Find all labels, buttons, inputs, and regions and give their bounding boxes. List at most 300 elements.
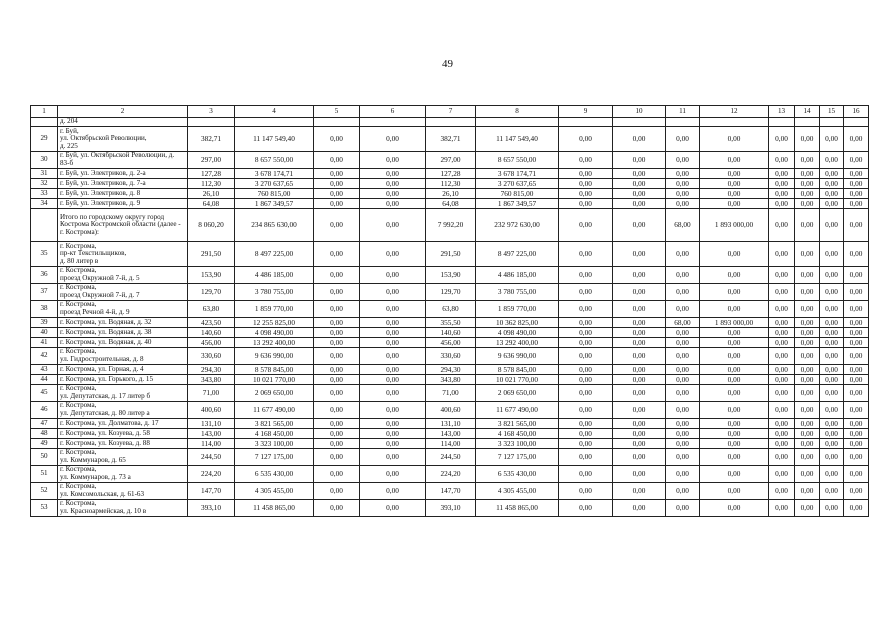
address-cell: г. Буй, ул. Октябрьской Революции, д. 225 — [58, 127, 188, 152]
column-header: 9 — [559, 106, 613, 118]
row-number-cell — [31, 209, 58, 242]
table-row — [31, 419, 869, 429]
column-header: 10 — [613, 106, 666, 118]
address-cell: г. Кострома, ул. Коммунаров, д. 73 а — [58, 466, 188, 483]
value-cell: 0,00 — [613, 169, 666, 179]
table-row — [31, 267, 869, 284]
value-cell: 0,00 — [795, 449, 820, 466]
value-cell: 291,50 — [426, 242, 476, 267]
value-cell: 153,90 — [426, 267, 476, 284]
value-cell: 297,00 — [426, 152, 476, 169]
value-cell: 0,00 — [700, 375, 769, 385]
address-cell: г. Буй, ул. Электриков, д. 2-а — [58, 169, 188, 179]
table-row — [31, 284, 869, 301]
row-number-cell: 48 — [31, 429, 58, 439]
value-cell: 0,00 — [844, 318, 869, 328]
value-cell: 0,00 — [769, 152, 795, 169]
table-row — [31, 152, 869, 169]
value-cell: 0,00 — [666, 328, 700, 338]
value-cell: 0,00 — [559, 449, 613, 466]
value-cell: 9 636 990,00 — [235, 348, 314, 365]
value-cell: 0,00 — [360, 328, 426, 338]
value-cell: 0,00 — [314, 483, 360, 500]
value-cell: 0,00 — [360, 439, 426, 449]
value-cell: 0,00 — [314, 375, 360, 385]
value-cell: 0,00 — [769, 189, 795, 199]
value-cell: 0,00 — [613, 209, 666, 242]
value-cell: 297,00 — [188, 152, 235, 169]
value-cell: 131,10 — [426, 419, 476, 429]
value-cell: 112,30 — [426, 179, 476, 189]
value-cell: 0,00 — [360, 375, 426, 385]
value-cell: 0,00 — [795, 328, 820, 338]
row-number-cell: 44 — [31, 375, 58, 385]
value-cell: 0,00 — [820, 385, 844, 402]
value-cell: 127,28 — [426, 169, 476, 179]
value-cell: 9 636 990,00 — [476, 348, 559, 365]
value-cell: 8 497 225,00 — [235, 242, 314, 267]
value-cell: 1 893 000,00 — [700, 209, 769, 242]
column-header: 3 — [188, 106, 235, 118]
value-cell: 0,00 — [559, 500, 613, 517]
value-cell: 143,00 — [188, 429, 235, 439]
value-cell: 68,00 — [666, 318, 700, 328]
row-number-cell: 34 — [31, 199, 58, 209]
value-cell: 0,00 — [613, 483, 666, 500]
address-cell: г. Кострома, ул. Красноармейская, д. 10 в — [58, 500, 188, 517]
value-cell: 0,00 — [613, 385, 666, 402]
value-cell: 0,00 — [360, 429, 426, 439]
row-number-cell: 43 — [31, 365, 58, 375]
row-number-cell: 29 — [31, 127, 58, 152]
value-cell: 0,00 — [314, 429, 360, 439]
address-cell: г. Кострома, ул. Депутатская, д. 17 литер б — [58, 385, 188, 402]
value-cell: 0,00 — [769, 179, 795, 189]
value-cell: 0,00 — [769, 328, 795, 338]
value-cell: 0,00 — [666, 375, 700, 385]
value-cell: 4 486 185,00 — [476, 267, 559, 284]
value-cell: 0,00 — [360, 348, 426, 365]
value-cell: 0,00 — [559, 348, 613, 365]
value-cell: 0,00 — [844, 365, 869, 375]
value-cell: 0,00 — [844, 449, 869, 466]
column-header: 2 — [58, 106, 188, 118]
value-cell: 0,00 — [559, 242, 613, 267]
value-cell: 423,50 — [188, 318, 235, 328]
value-cell: 330,60 — [426, 348, 476, 365]
value-cell: 0,00 — [769, 419, 795, 429]
value-cell: 0,00 — [844, 466, 869, 483]
value-cell: 147,70 — [426, 483, 476, 500]
value-cell: 0,00 — [769, 242, 795, 267]
value-cell: 0,00 — [666, 365, 700, 375]
value-cell: 456,00 — [188, 338, 235, 348]
value-cell: 0,00 — [559, 402, 613, 419]
column-header: 14 — [795, 106, 820, 118]
table-row — [31, 402, 869, 419]
value-cell: 3 270 637,65 — [476, 179, 559, 189]
value-cell: 0,00 — [666, 199, 700, 209]
column-header: 8 — [476, 106, 559, 118]
value-cell: 0,00 — [820, 209, 844, 242]
value-cell: 400,60 — [188, 402, 235, 419]
value-cell: 0,00 — [314, 439, 360, 449]
value-cell: 0,00 — [613, 402, 666, 419]
table-body — [31, 106, 869, 517]
value-cell: 0,00 — [314, 301, 360, 318]
value-cell: 0,00 — [700, 152, 769, 169]
value-cell: 11 677 490,00 — [476, 402, 559, 419]
value-cell: 393,10 — [426, 500, 476, 517]
value-cell — [476, 118, 559, 127]
value-cell: 0,00 — [795, 483, 820, 500]
value-cell: 0,00 — [795, 365, 820, 375]
address-cell: г. Кострома, проезд Окружной 7-й, д. 7 — [58, 284, 188, 301]
row-number-cell — [31, 118, 58, 127]
value-cell: 0,00 — [820, 439, 844, 449]
value-cell: 0,00 — [360, 127, 426, 152]
address-cell: г. Буй, ул. Электриков, д. 8 — [58, 189, 188, 199]
value-cell: 0,00 — [559, 267, 613, 284]
value-cell: 0,00 — [795, 179, 820, 189]
row-number-cell: 31 — [31, 169, 58, 179]
value-cell: 7 127 175,00 — [235, 449, 314, 466]
column-header: 1 — [31, 106, 58, 118]
value-cell: 0,00 — [700, 365, 769, 375]
value-cell: 456,00 — [426, 338, 476, 348]
row-number-cell: 38 — [31, 301, 58, 318]
value-cell: 3 678 174,71 — [235, 169, 314, 179]
table-row — [31, 328, 869, 338]
value-cell: 1 867 349,57 — [476, 199, 559, 209]
row-number-cell: 45 — [31, 385, 58, 402]
value-cell: 0,00 — [844, 500, 869, 517]
value-cell: 0,00 — [559, 199, 613, 209]
value-cell: 0,00 — [795, 338, 820, 348]
value-cell: 0,00 — [559, 301, 613, 318]
value-cell: 0,00 — [613, 365, 666, 375]
value-cell: 4 098 490,00 — [476, 328, 559, 338]
value-cell: 0,00 — [795, 429, 820, 439]
address-cell: г. Кострома, ул. Долматова, д. 17 — [58, 419, 188, 429]
value-cell: 3 270 637,65 — [235, 179, 314, 189]
value-cell: 0,00 — [314, 169, 360, 179]
value-cell: 0,00 — [700, 301, 769, 318]
value-cell: 0,00 — [820, 242, 844, 267]
value-cell: 0,00 — [360, 284, 426, 301]
value-cell: 0,00 — [769, 429, 795, 439]
value-cell: 11 458 865,00 — [476, 500, 559, 517]
value-cell: 0,00 — [613, 318, 666, 328]
value-cell: 0,00 — [769, 338, 795, 348]
value-cell: 0,00 — [314, 199, 360, 209]
row-number-cell: 33 — [31, 189, 58, 199]
table-row — [31, 199, 869, 209]
address-cell: г. Кострома, ул. Водяная, д. 38 — [58, 328, 188, 338]
value-cell: 0,00 — [700, 449, 769, 466]
value-cell: 0,00 — [820, 328, 844, 338]
value-cell: 0,00 — [559, 328, 613, 338]
value-cell: 0,00 — [613, 328, 666, 338]
table-row — [31, 301, 869, 318]
page-number: 49 — [442, 58, 453, 70]
value-cell: 10 021 770,00 — [235, 375, 314, 385]
value-cell: 0,00 — [820, 199, 844, 209]
value-cell: 0,00 — [360, 301, 426, 318]
value-cell: 0,00 — [700, 483, 769, 500]
row-number-cell: 50 — [31, 449, 58, 466]
value-cell: 0,00 — [559, 318, 613, 328]
value-cell: 0,00 — [613, 189, 666, 199]
address-cell: г. Кострома, ул. Водяная, д. 40 — [58, 338, 188, 348]
value-cell — [559, 118, 613, 127]
value-cell: 0,00 — [844, 375, 869, 385]
value-cell: 0,00 — [700, 169, 769, 179]
value-cell: 0,00 — [666, 483, 700, 500]
value-cell: 0,00 — [314, 152, 360, 169]
value-cell: 0,00 — [769, 375, 795, 385]
value-cell: 0,00 — [360, 318, 426, 328]
value-cell: 0,00 — [559, 375, 613, 385]
row-number-cell: 41 — [31, 338, 58, 348]
value-cell: 0,00 — [700, 466, 769, 483]
value-cell: 0,00 — [769, 385, 795, 402]
table-row — [31, 429, 869, 439]
value-cell: 0,00 — [700, 402, 769, 419]
value-cell: 0,00 — [795, 348, 820, 365]
value-cell: 0,00 — [844, 419, 869, 429]
table-row — [31, 449, 869, 466]
value-cell — [188, 118, 235, 127]
value-cell: 0,00 — [820, 348, 844, 365]
value-cell — [666, 118, 700, 127]
row-number-cell: 36 — [31, 267, 58, 284]
value-cell: 11 677 490,00 — [235, 402, 314, 419]
value-cell: 393,10 — [188, 500, 235, 517]
value-cell: 0,00 — [820, 127, 844, 152]
value-cell: 355,50 — [426, 318, 476, 328]
value-cell: 26,10 — [426, 189, 476, 199]
value-cell: 0,00 — [820, 483, 844, 500]
value-cell: 760 815,00 — [476, 189, 559, 199]
table-row — [31, 209, 869, 242]
value-cell: 0,00 — [769, 365, 795, 375]
value-cell: 0,00 — [820, 267, 844, 284]
value-cell: 0,00 — [844, 348, 869, 365]
value-cell: 224,20 — [426, 466, 476, 483]
address-cell: г. Кострома, ул. Комсомольская, д. 61-63 — [58, 483, 188, 500]
value-cell: 0,00 — [700, 348, 769, 365]
value-cell: 0,00 — [700, 439, 769, 449]
value-cell: 0,00 — [820, 466, 844, 483]
value-cell: 4 486 185,00 — [235, 267, 314, 284]
address-cell: г. Кострома, ул. Горького, д. 15 — [58, 375, 188, 385]
value-cell: 330,60 — [188, 348, 235, 365]
value-cell: 0,00 — [769, 439, 795, 449]
value-cell: 0,00 — [769, 500, 795, 517]
value-cell: 0,00 — [559, 429, 613, 439]
value-cell: 0,00 — [559, 439, 613, 449]
value-cell: 4 098 490,00 — [235, 328, 314, 338]
address-cell: г. Буй, ул. Октябрьской Революции, д. 83-б — [58, 152, 188, 169]
value-cell: 0,00 — [559, 365, 613, 375]
value-cell: 0,00 — [314, 419, 360, 429]
value-cell: 0,00 — [844, 189, 869, 199]
value-cell: 0,00 — [613, 419, 666, 429]
value-cell: 382,71 — [188, 127, 235, 152]
value-cell: 0,00 — [820, 152, 844, 169]
value-cell: 0,00 — [700, 284, 769, 301]
value-cell: 0,00 — [844, 483, 869, 500]
value-cell: 0,00 — [820, 301, 844, 318]
value-cell: 2 069 650,00 — [476, 385, 559, 402]
value-cell: 0,00 — [360, 365, 426, 375]
value-cell: 0,00 — [314, 348, 360, 365]
value-cell: 400,60 — [426, 402, 476, 419]
value-cell: 0,00 — [769, 284, 795, 301]
address-cell: г. Кострома, ул. Водяная, д. 32 — [58, 318, 188, 328]
value-cell: 112,30 — [188, 179, 235, 189]
row-number-cell: 51 — [31, 466, 58, 483]
value-cell: 0,00 — [360, 500, 426, 517]
row-number-cell: 35 — [31, 242, 58, 267]
value-cell: 0,00 — [795, 189, 820, 199]
value-cell: 244,50 — [188, 449, 235, 466]
value-cell: 0,00 — [360, 449, 426, 466]
value-cell: 0,00 — [700, 429, 769, 439]
value-cell: 4 168 450,00 — [476, 429, 559, 439]
value-cell: 0,00 — [795, 152, 820, 169]
column-header: 5 — [314, 106, 360, 118]
table-row — [31, 365, 869, 375]
value-cell — [360, 118, 426, 127]
value-cell: 0,00 — [769, 402, 795, 419]
value-cell: 0,00 — [769, 127, 795, 152]
value-cell: 0,00 — [795, 385, 820, 402]
value-cell: 0,00 — [613, 348, 666, 365]
value-cell: 0,00 — [795, 242, 820, 267]
value-cell: 147,70 — [188, 483, 235, 500]
address-cell: г. Кострома, ул. Козуева, д. 88 — [58, 439, 188, 449]
address-cell: г. Кострома, ул. Депутатская, д. 80 литер а — [58, 402, 188, 419]
table-row — [31, 169, 869, 179]
value-cell: 0,00 — [820, 179, 844, 189]
value-cell — [426, 118, 476, 127]
value-cell: 0,00 — [613, 338, 666, 348]
value-cell: 0,00 — [769, 169, 795, 179]
value-cell: 0,00 — [795, 375, 820, 385]
table-row — [31, 466, 869, 483]
table-row — [31, 500, 869, 517]
column-header: 7 — [426, 106, 476, 118]
value-cell: 7 127 175,00 — [476, 449, 559, 466]
value-cell: 0,00 — [700, 127, 769, 152]
table-row — [31, 439, 869, 449]
value-cell: 0,00 — [795, 267, 820, 284]
table-row — [31, 189, 869, 199]
value-cell: 0,00 — [360, 385, 426, 402]
table-row — [31, 483, 869, 500]
value-cell: 0,00 — [700, 328, 769, 338]
value-cell: 0,00 — [844, 152, 869, 169]
value-cell: 0,00 — [820, 338, 844, 348]
row-number-cell: 39 — [31, 318, 58, 328]
value-cell: 0,00 — [559, 385, 613, 402]
row-number-cell: 37 — [31, 284, 58, 301]
value-cell: 0,00 — [666, 338, 700, 348]
value-cell: 0,00 — [820, 189, 844, 199]
column-header: 12 — [700, 106, 769, 118]
value-cell — [769, 118, 795, 127]
value-cell: 68,00 — [666, 209, 700, 242]
value-cell: 0,00 — [360, 189, 426, 199]
row-number-cell: 53 — [31, 500, 58, 517]
value-cell: 1 859 770,00 — [476, 301, 559, 318]
value-cell: 143,00 — [426, 429, 476, 439]
value-cell: 0,00 — [820, 500, 844, 517]
value-cell: 0,00 — [769, 466, 795, 483]
value-cell: 64,08 — [426, 199, 476, 209]
value-cell: 3 821 565,00 — [235, 419, 314, 429]
row-number-cell: 40 — [31, 328, 58, 338]
value-cell: 0,00 — [314, 179, 360, 189]
value-cell: 64,08 — [188, 199, 235, 209]
value-cell: 0,00 — [795, 439, 820, 449]
value-cell: 0,00 — [559, 284, 613, 301]
value-cell: 0,00 — [666, 267, 700, 284]
value-cell: 0,00 — [844, 385, 869, 402]
value-cell — [795, 118, 820, 127]
value-cell: 0,00 — [613, 242, 666, 267]
value-cell: 0,00 — [700, 338, 769, 348]
address-cell: г. Буй, ул. Электриков, д. 9 — [58, 199, 188, 209]
value-cell: 0,00 — [314, 466, 360, 483]
table-row — [31, 375, 869, 385]
value-cell: 0,00 — [795, 127, 820, 152]
value-cell: 0,00 — [666, 169, 700, 179]
value-cell: 0,00 — [666, 152, 700, 169]
value-cell: 140,60 — [188, 328, 235, 338]
value-cell: 0,00 — [795, 169, 820, 179]
value-cell: 0,00 — [844, 179, 869, 189]
value-cell: 0,00 — [769, 267, 795, 284]
value-cell: 2 069 650,00 — [235, 385, 314, 402]
row-number-cell: 49 — [31, 439, 58, 449]
value-cell: 0,00 — [314, 338, 360, 348]
value-cell: 244,50 — [426, 449, 476, 466]
value-cell: 71,00 — [426, 385, 476, 402]
value-cell: 0,00 — [666, 439, 700, 449]
value-cell: 153,90 — [188, 267, 235, 284]
value-cell: 4 305 455,00 — [476, 483, 559, 500]
value-cell: 0,00 — [700, 500, 769, 517]
value-cell: 0,00 — [314, 318, 360, 328]
value-cell: 0,00 — [613, 500, 666, 517]
address-cell: г. Кострома, ул. Горная, д. 4 — [58, 365, 188, 375]
value-cell: 0,00 — [559, 189, 613, 199]
value-cell: 3 323 100,00 — [235, 439, 314, 449]
value-cell: 0,00 — [613, 301, 666, 318]
value-cell: 0,00 — [666, 242, 700, 267]
value-cell: 0,00 — [360, 179, 426, 189]
value-cell: 1 859 770,00 — [235, 301, 314, 318]
value-cell: 0,00 — [314, 365, 360, 375]
value-cell: 0,00 — [314, 267, 360, 284]
value-cell: 63,80 — [188, 301, 235, 318]
value-cell: 3 821 565,00 — [476, 419, 559, 429]
value-cell: 0,00 — [820, 419, 844, 429]
row-number-cell: 30 — [31, 152, 58, 169]
